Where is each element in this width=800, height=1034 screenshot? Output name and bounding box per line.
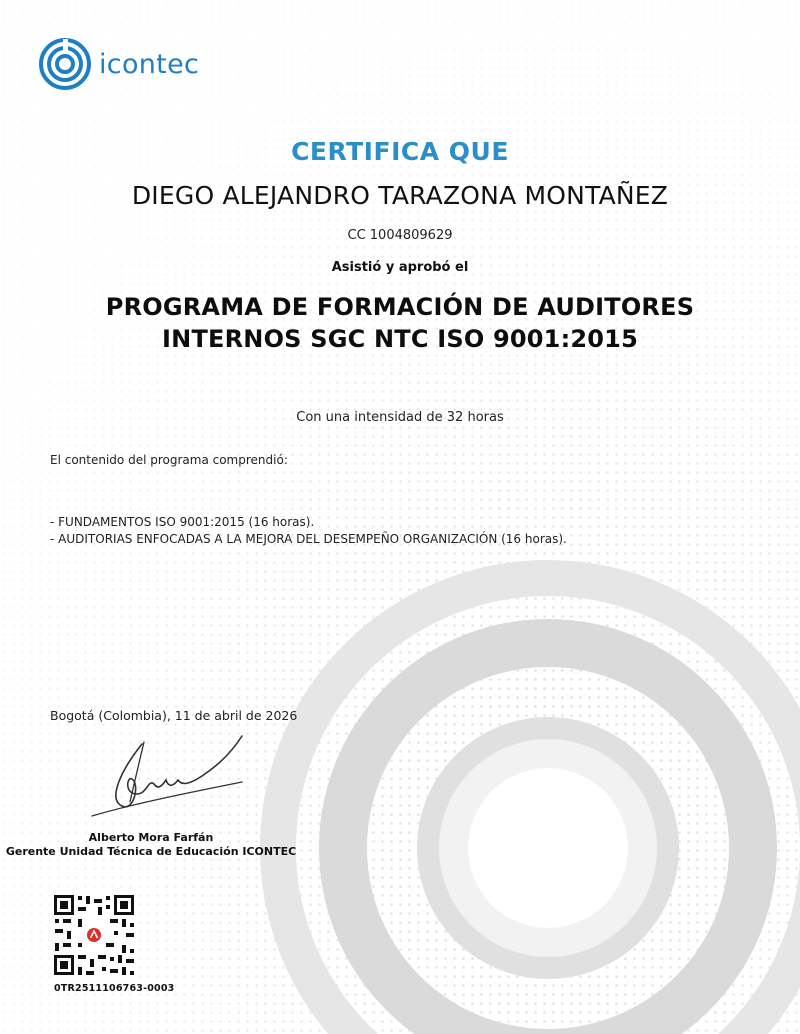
signatory-title: Gerente Unidad Técnica de Educación ICONTEC	[5, 845, 297, 858]
qr-code-icon	[52, 893, 136, 977]
place-date: Bogotá (Colombia), 11 de abril de 2026	[50, 708, 298, 723]
program-title	[0, 291, 800, 355]
verification-code: 0TR2511106763-0003	[54, 983, 175, 994]
icontec-logo	[37, 36, 199, 92]
intensity-text: Con una intensidad de 32 horas	[296, 410, 504, 425]
recipient-name: DIEGO ALEJANDRO TARAZONA MONTAÑEZ	[131, 181, 669, 210]
icontec-logo-icon	[37, 36, 93, 92]
recipient-id: CC 1004809629	[347, 228, 453, 243]
content-item: - AUDITORIAS ENFOCADAS A LA MEJORA DEL DESEMPEÑO ORGANIZACIÓN (16 horas).	[50, 532, 567, 546]
brand-name: icontec	[99, 48, 200, 80]
program-title-line-2: INTERNOS SGC NTC ISO 9001:2015	[162, 325, 638, 353]
signature-image	[82, 724, 252, 824]
content-intro: El contenido del programa comprendió:	[50, 453, 288, 467]
program-title-line-1: PROGRAMA DE FORMACIÓN DE AUDITORES	[105, 293, 695, 321]
content-item: - FUNDAMENTOS ISO 9001:2015 (16 horas).	[50, 515, 315, 529]
certificate-heading: CERTIFICA QUE	[291, 137, 509, 166]
signatory-name: Alberto Mora Farfán	[88, 831, 214, 844]
attended-text: Asistió y aprobó el	[331, 260, 469, 275]
